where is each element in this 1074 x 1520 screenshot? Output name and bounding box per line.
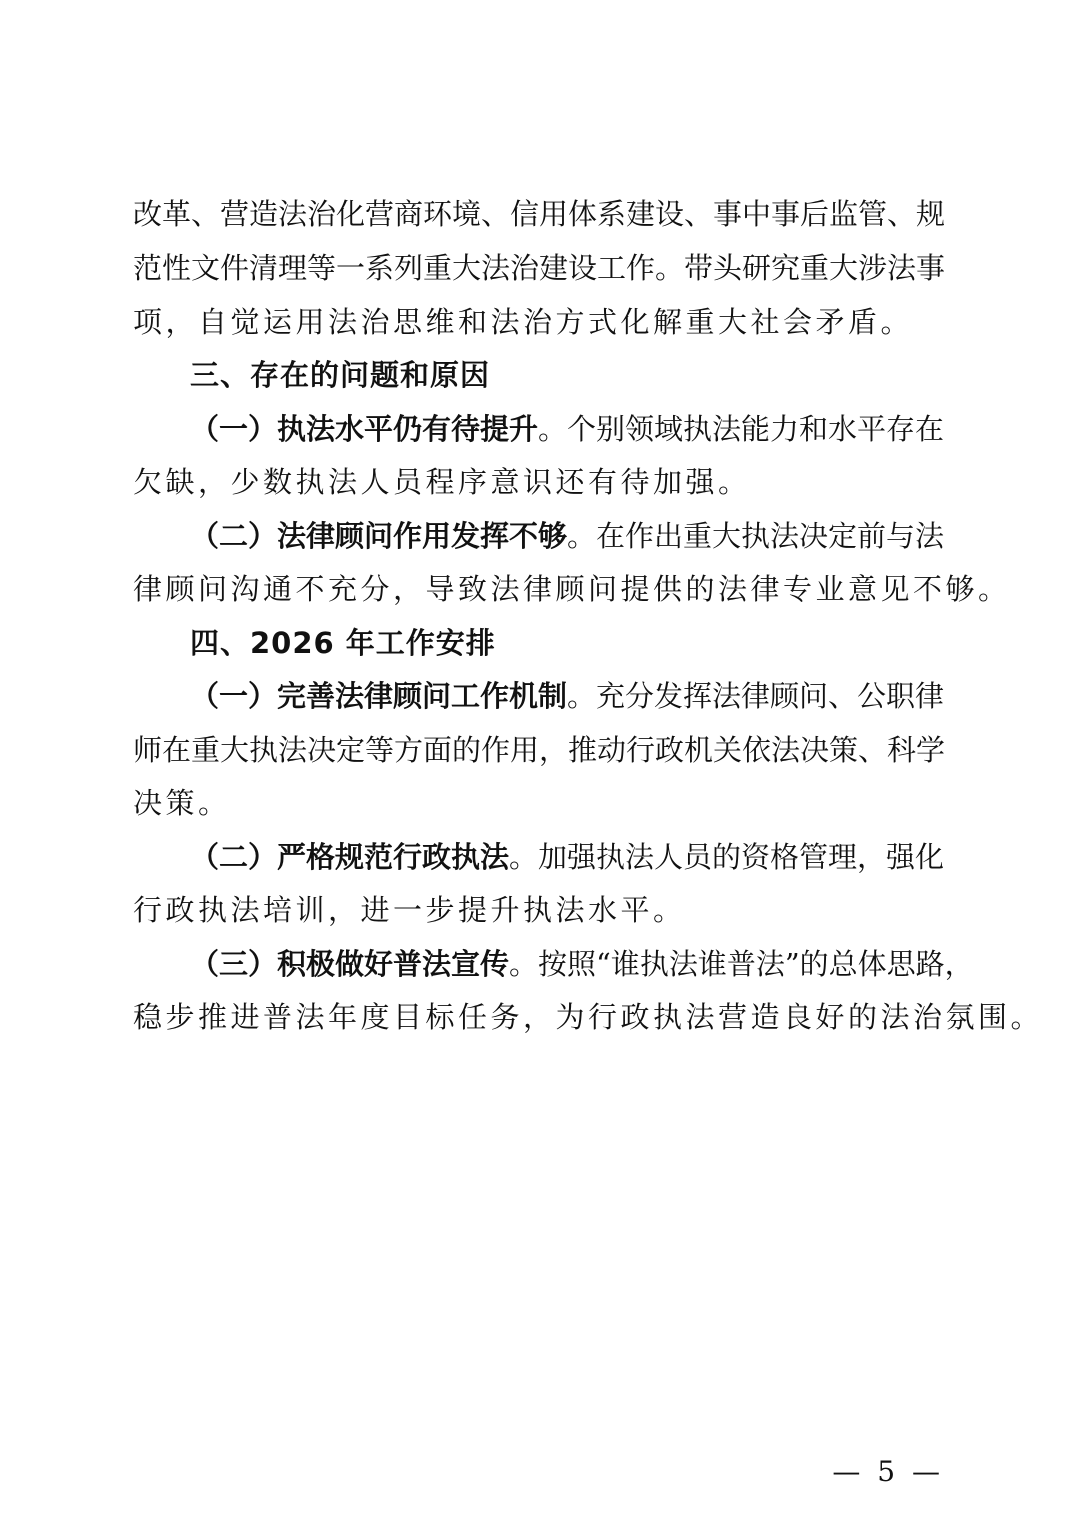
item-line — [190, 670, 943, 722]
item-lead: （二）法律顾问作用发挥不够 — [190, 519, 568, 553]
item-text: 。加强执法人员的资格管理，强化 — [509, 840, 945, 874]
item-text: 。个别领域执法能力和水平存在 — [538, 412, 945, 446]
item-lead: （三）积极做好普法宣传 — [190, 947, 510, 981]
item-text: 。按照“谁执法谁普法”的总体思路， — [509, 947, 974, 981]
paragraph-line: 师在重大执法决定等方面的作用，推动行政机关依法决策、科学 — [133, 733, 946, 767]
paragraph-line: 行政执法培训，进一步提升执法水平。 — [133, 893, 686, 927]
paragraph-line: 决策。 — [133, 786, 231, 820]
item-lead: （二）严格规范行政执法 — [190, 840, 510, 874]
item-line — [190, 510, 943, 562]
item-text: 。在作出重大执法决定前与法 — [567, 519, 945, 553]
item-text: 。充分发挥法律顾问、公职律 — [567, 679, 945, 713]
item-lead: （一）完善法律顾问工作机制 — [190, 679, 568, 713]
section-heading: 三、存在的问题和原因 — [190, 358, 491, 392]
section-heading: 四、2026 年工作安排 — [190, 626, 496, 660]
paragraph-line: 改革、营造法治化营商环境、信用体系建设、事中事后监管、规 — [133, 197, 946, 231]
item-line — [190, 831, 943, 883]
paragraph-line: 范性文件清理等一系列重大法治建设工作。带头研究重大涉法事 — [133, 251, 946, 285]
page-number: — 5 — — [832, 1455, 944, 1488]
item-lead: （一）执法水平仍有待提升 — [190, 412, 539, 446]
paragraph-line: 律顾问沟通不充分，导致法律顾问提供的法律专业意见不够。 — [133, 572, 1011, 606]
paragraph-line: 稳步推进普法年度目标任务，为行政执法营造良好的法治氛围。 — [133, 1000, 1044, 1034]
paragraph-line: 项，自觉运用法治思维和法治方式化解重大社会矛盾。 — [133, 305, 914, 339]
item-line — [190, 938, 974, 990]
paragraph-line: 欠缺，少数执法人员程序意识还有待加强。 — [133, 465, 751, 499]
item-line — [190, 403, 943, 455]
